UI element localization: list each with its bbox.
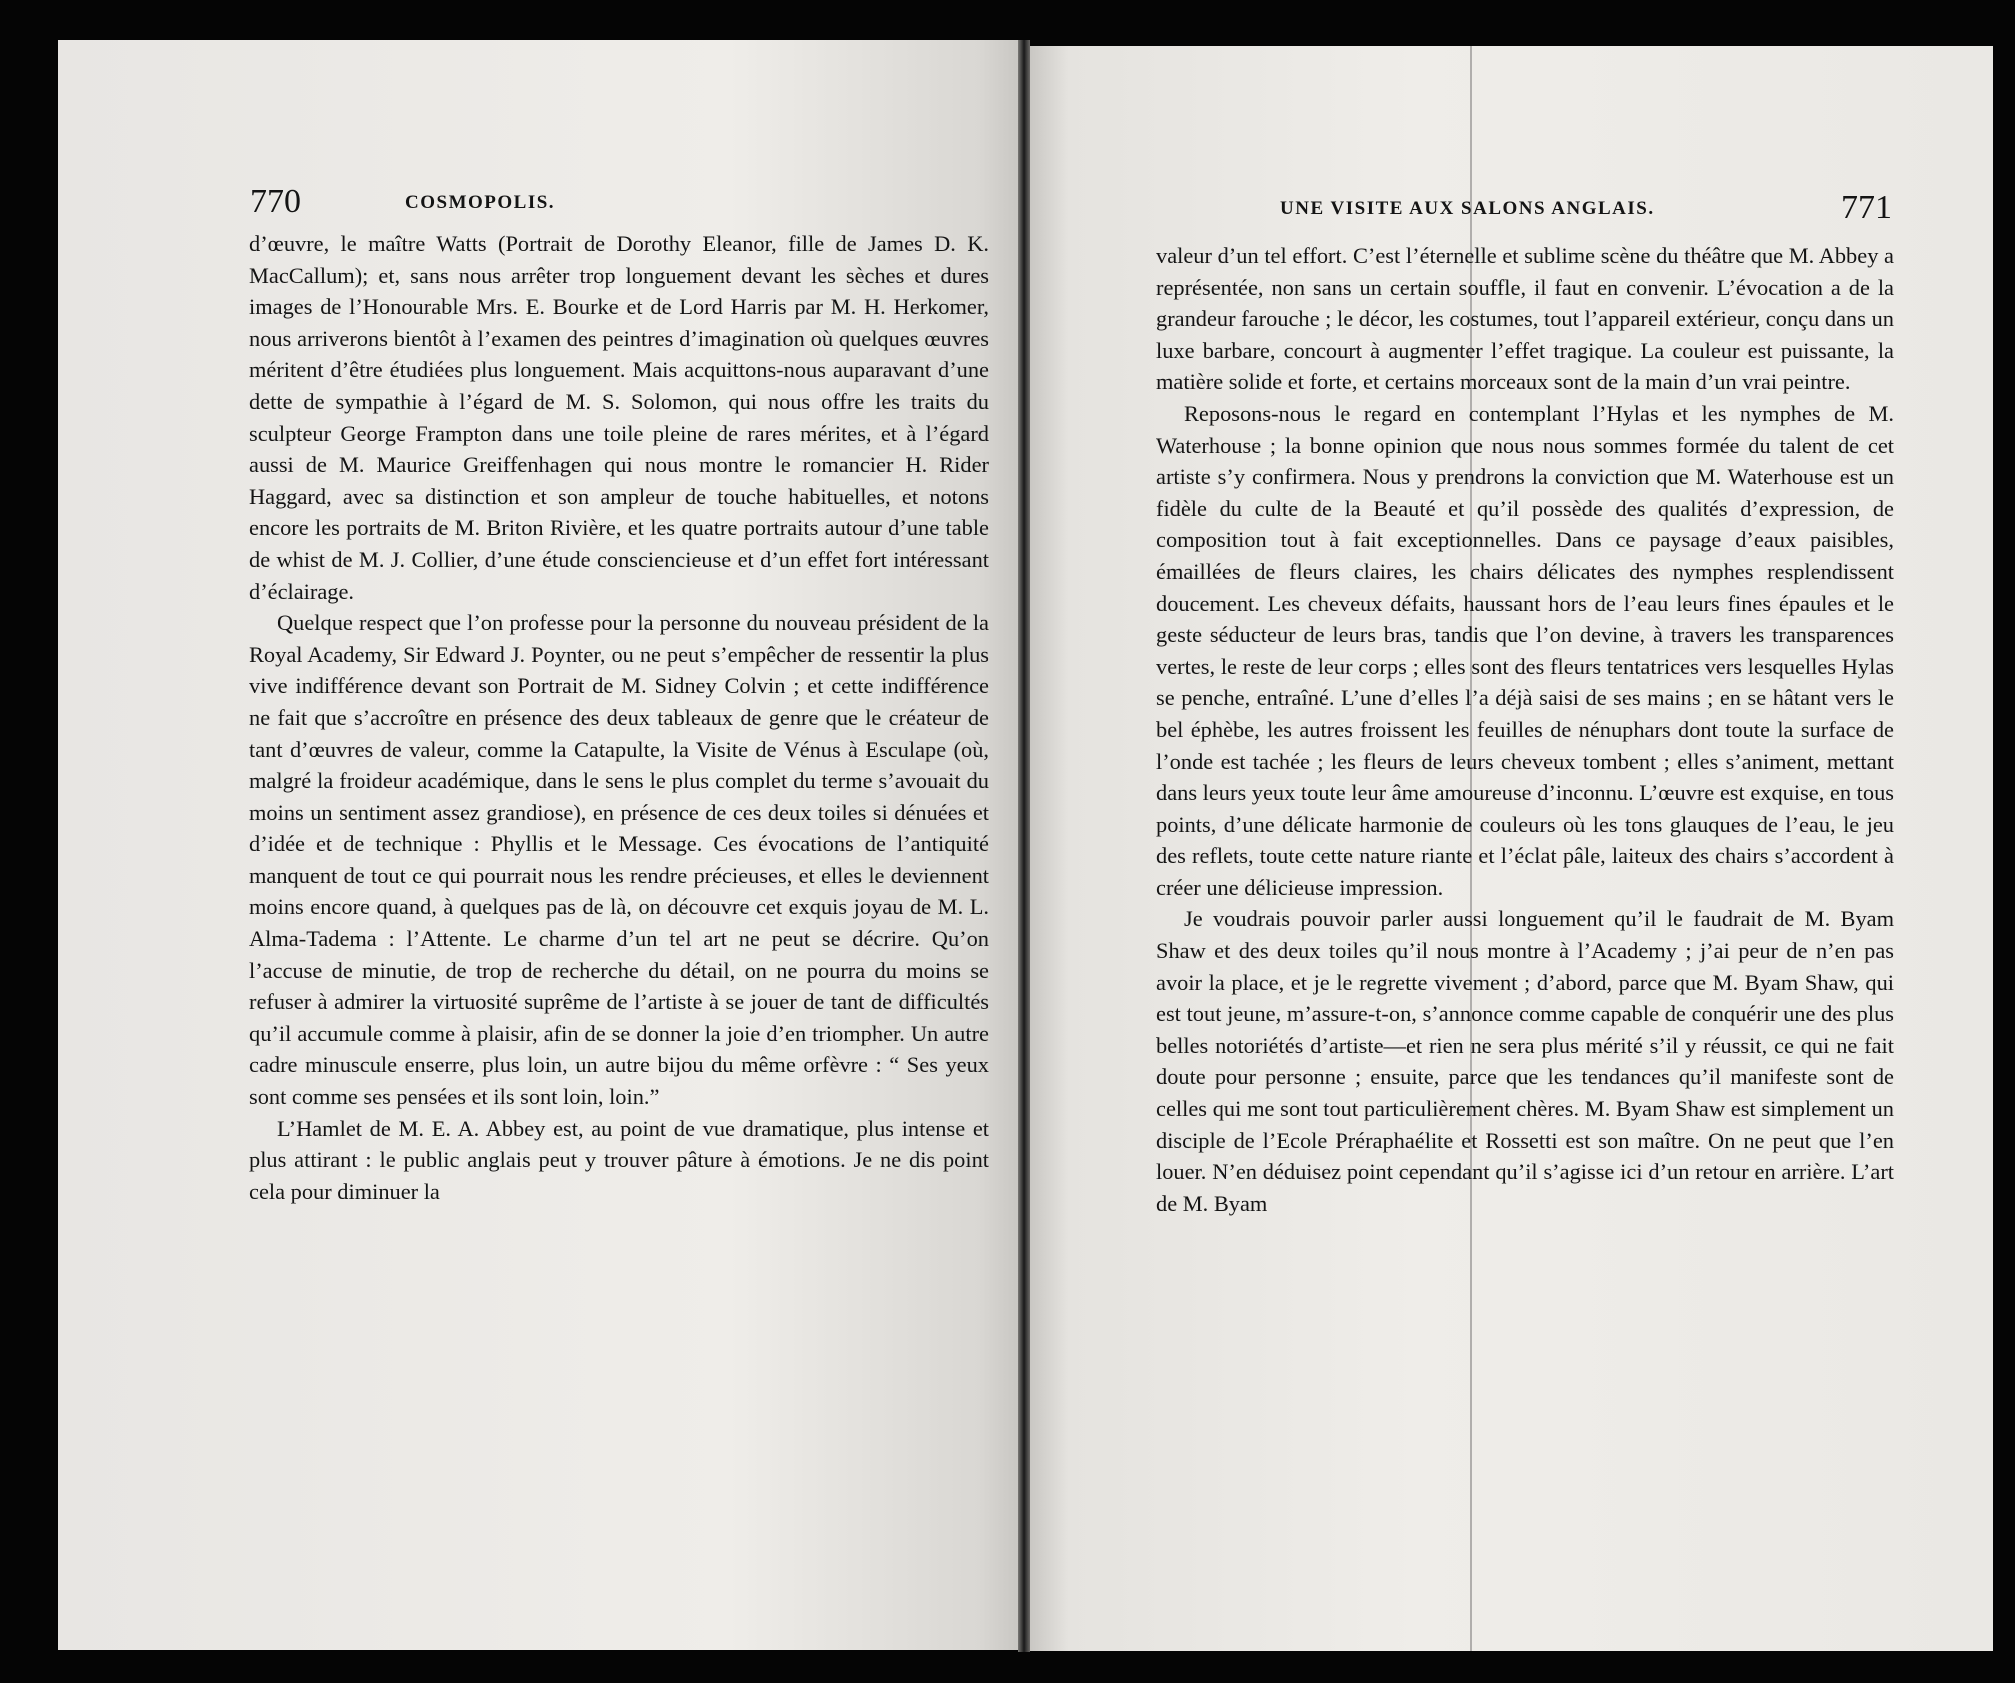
book-gutter	[1018, 40, 1030, 1652]
left-paragraph-3: L’Hamlet de M. E. A. Abbey est, au point de vue dramatique, plus intense et plus attirant : le public anglais peut y trouver pâture à émotions. Je ne dis point cela pour diminuer la	[249, 1115, 989, 1204]
left-page	[58, 40, 1018, 1650]
left-page-number: 770	[250, 183, 301, 220]
left-running-head	[250, 182, 990, 222]
left-text-column	[249, 228, 989, 1207]
right-paragraph-2: Reposons-nous le regard en contemplant l’Hylas et les nymphes de M. Waterhouse ; la bonne opinion que nous nous sommes formée du talent de cet artiste s’y confirmera. Nous y prendrons la conviction que M. Waterhouse est un fidèle du culte de la Beauté et qu’il possède des qualités d’expression, de composition tout à fait exceptionnelles. Dans ce paysage d’eaux paisibles, émaillées de fleurs claires, les chairs délicates des nymphes resplendissent doucement. Les cheveux défaits, haussant hors de l’eau leurs fines épaules et le geste séducteur de leurs bras, tandis que l’on devine, à travers les transparences vertes, le reste de leur corps ; elles sont des fleurs tentatrices vers lesquelles Hylas se penche, entraîné. L’une d’elles l’a déjà saisi de ses mains ; en se hâtant vers le bel éphèbe, les autres froissent les feuilles de nénuphars dont toute la surface de l’onde est tachée ; les fleurs de leurs cheveux tombent ; elles s’animent, mettant dans leurs yeux toute leur âme amoureuse d’inconnu. L’œuvre est exquise, en tous points, d’une délicate harmonie de couleurs où les tons glauques de l’eau, le jeu des reflets, toute cette nature riante et l’éclat pâle, laiteux des chairs s’accordent à créer une délicieuse impression.	[1156, 400, 1894, 900]
right-running-head	[1280, 188, 1892, 228]
right-running-title: UNE VISITE AUX SALONS ANGLAIS.	[1280, 198, 1655, 219]
right-page	[1030, 46, 1993, 1651]
right-paragraph-1: valeur d’un tel effort. C’est l’éternelle et sublime scène du théâtre que M. Abbey a représentée, non sans un certain souffle, il faut en convenir. L’évocation a de la grandeur farouche ; le décor, les costumes, tout l’appareil extérieur, conçu dans un luxe barbare, concourt à augmenter l’effet tragique. La couleur est puissante, la matière solide et forte, et certains morceaux sont de la main d’un vrai peintre.	[1156, 243, 1894, 395]
right-page-number: 771	[1841, 189, 1892, 226]
left-running-title: COSMOPOLIS.	[405, 192, 556, 213]
right-paragraph-3: Je voudrais pouvoir parler aussi longuement qu’il le faudrait de M. Byam Shaw et des deux toiles qu’il nous montre à l’Academy ; j’ai peur de n’en pas avoir la place, et je le regrette vivement ; d’abord, parce que M. Byam Shaw, qui est tout jeune, m’assure-t-on, s’annonce comme capable de conquérir une des plus belles notoriétés d’artiste—et rien ne sera plus mérité s’il y réussit, ce qui ne fait doute pour personne ; ensuite, parce que les tendances qu’il manifeste sont de celles qui me sont tout particulièrement chères. M. Byam Shaw est simplement un disciple de l’Ecole Préraphaélite et Rossetti est son maître. On ne peut que l’en louer. N’en déduisez point cependant qu’il s’agisse ici d’un retour en arrière. L’art de M. Byam	[1156, 906, 1894, 1216]
right-text-column	[1156, 240, 1894, 1219]
left-paragraph-1: d’œuvre, le maître Watts (Portrait de Dorothy Eleanor, fille de James D. K. MacCallum); et, sans nous arrêter trop longuement devant les sèches et dures images de l’Honourable Mrs. E. Bourke et de Lord Harris par M. H. Herkomer, nous arriverons bientôt à l’examen des peintres d’imagination où quelques œuvres méritent d’être étudiées plus longuement. Mais acquittons-nous auparavant d’une dette de sympathie à l’égard de M. S. Solomon, qui nous offre les traits du sculpteur George Frampton dans une toile pleine de rares mérites, et à l’égard aussi de M. Maurice Greiffenhagen qui nous montre le romancier H. Rider Haggard, avec sa distinction et son ampleur de touche habituelles, et notons encore les portraits de M. Briton Rivière, et les quatre portraits autour d’une table de whist de M. J. Collier, d’une étude consciencieuse et d’un effet fort intéressant d’éclairage.	[249, 231, 989, 604]
left-paragraph-2: Quelque respect que l’on professe pour la personne du nouveau président de la Royal Academy, Sir Edward J. Poynter, ou ne peut s’empêcher de ressentir la plus vive indifférence devant son Portrait de M. Sidney Colvin ; et cette indifférence ne fait que s’accroître en présence des deux tableaux de genre que le créateur de tant d’œuvres de valeur, comme la Catapulte, la Visite de Vénus à Esculape (où, malgré la froideur académique, dans le sens le plus complet du terme s’avouait du moins un sentiment assez grandiose), en présence de ces deux toiles si dénuées et d’idée et de technique : Phyllis et le Message. Ces évocations de l’antiquité manquent de tout ce qui pourrait nous les rendre précieuses, et elles le deviennent moins encore quand, à quelques pas de là, on découvre cet exquis joyau de M. L. Alma-Tadema : l’Attente. Le charme d’un tel art ne peut se décrire. Qu’on l’accuse de minutie, de trop de recherche du détail, on ne pourra du moins se refuser à admirer la virtuosité suprême de l’artiste à se jouer de tant de difficultés qu’il accumule comme à plaisir, afin de se donner la joie d’en triompher. Un autre cadre minuscule enserre, plus loin, un autre bijou du même orfèvre : “ Ses yeux sont comme ses pensées et ils sont loin, loin.”	[249, 610, 989, 1110]
